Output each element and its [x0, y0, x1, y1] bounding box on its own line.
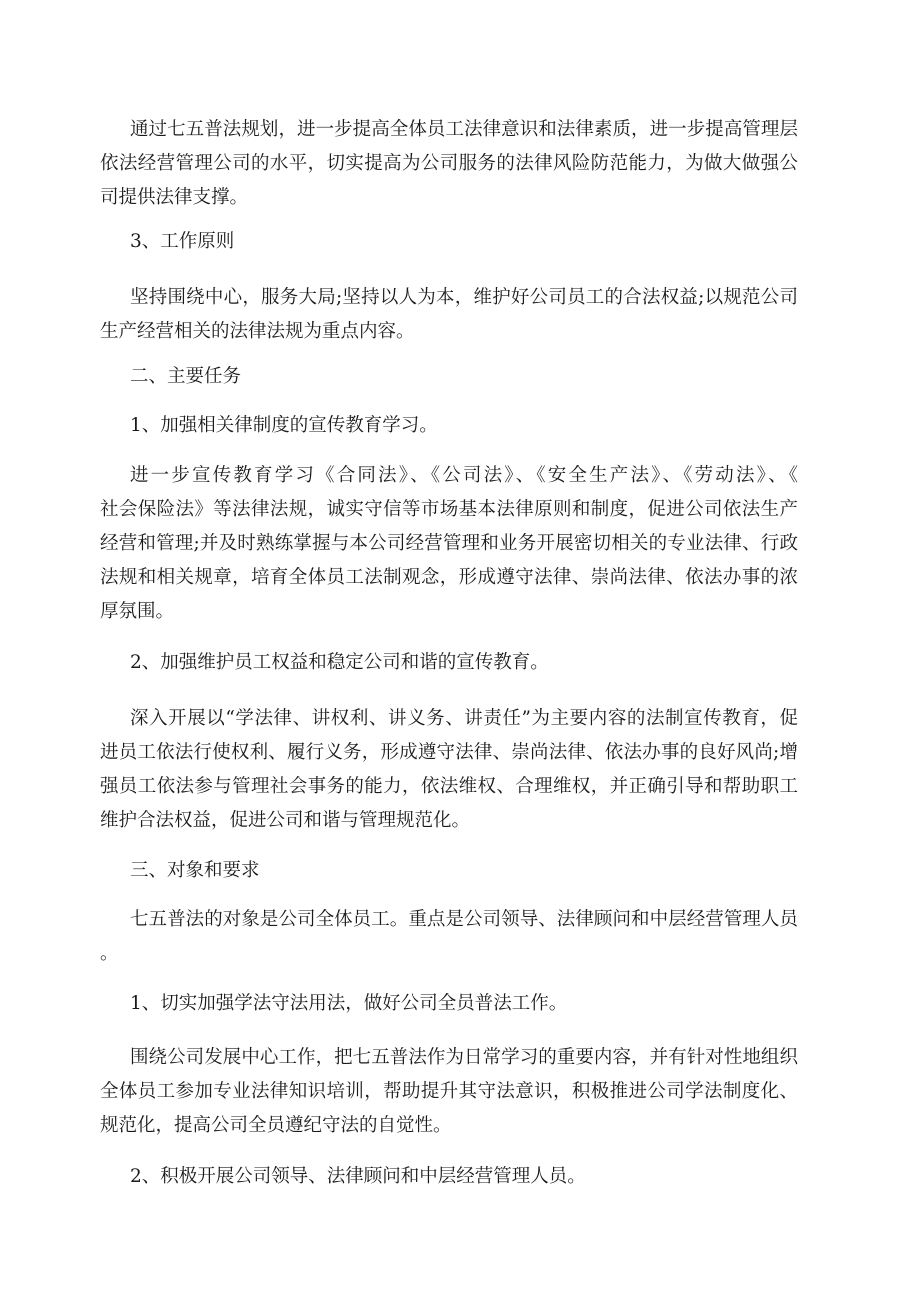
- text-line: 全体员工参加专业法律知识培训，帮助提升其守法意识，积极推进公司学法制度化、: [100, 1081, 798, 1102]
- text-line: 维护合法权益，促进公司和谐与管理规范化。: [100, 810, 471, 831]
- subsection-heading-task-1: [130, 409, 800, 443]
- paragraph-requirement-1-body: [100, 1041, 798, 1143]
- text-line: 围绕公司发展中心工作，把七五普法作为日常学习的重要内容，并有针对性地组织: [130, 1047, 798, 1068]
- text-line: 进员工依法行使权利、履行义务，形成遵守法律、崇尚法律、依法办事的良好风尚;增: [100, 742, 798, 763]
- text-line: 依法经营管理公司的水平，切实提高为公司服务的法律风险防范能力，为做大做强公: [100, 153, 798, 174]
- heading-text: 三、对象和要求: [130, 860, 260, 881]
- heading-text: 1、切实加强学法守法用法，做好公司全员普法工作。: [130, 993, 568, 1014]
- text-line: 通过七五普法规划，进一步提高全体员工法律意识和法律素质，进一步提高管理层: [130, 119, 798, 140]
- section-heading-targets-requirements: [130, 854, 800, 888]
- text-line: 深入开展以“学法律、讲权利、讲义务、讲责任”为主要内容的法制宣传教育，促: [130, 708, 798, 729]
- text-line: 社会保险法》等法律法规，诚实守信等市场基本法律原则和制度，促进公司依法生产: [100, 499, 798, 520]
- section-heading-main-tasks: [130, 360, 800, 394]
- text-line: 强员工依法参与管理社会事务的能力，依法维权、合理维权，并正确引导和帮助职工: [100, 776, 798, 797]
- text-line: 。: [100, 943, 119, 964]
- paragraph-purpose: [100, 113, 798, 215]
- text-line: 七五普法的对象是公司全体员工。重点是公司领导、法律顾问和中层经营管理人员: [130, 909, 798, 930]
- section-heading-work-principles: [130, 225, 800, 259]
- paragraph-task-1-body: [100, 459, 798, 629]
- subsection-heading-task-2: [130, 646, 800, 680]
- text-line: 法规和相关规章，培育全体员工法制观念，形成遵守法律、崇尚法律、依法办事的浓: [100, 567, 798, 588]
- subsection-heading-requirement-1: [130, 987, 800, 1021]
- text-line: 进一步宣传教育学习《合同法》、《公司法》、《安全生产法》、《劳动法》、《: [130, 465, 798, 486]
- text-line: 生产经营相关的法律法规为重点内容。: [100, 321, 415, 342]
- heading-text: 2、积极开展公司领导、法律顾问和中层经营管理人员。: [130, 1166, 586, 1187]
- text-line: 司提供法律支撑。: [100, 187, 249, 208]
- text-line: 规范化，提高公司全员遵纪守法的自觉性。: [100, 1115, 452, 1136]
- paragraph-targets-body: [100, 903, 798, 971]
- paragraph-task-2-body: [100, 702, 798, 838]
- heading-text: 二、主要任务: [130, 366, 242, 387]
- text-line: 厚氛围。: [100, 601, 175, 622]
- text-line: 坚持围绕中心，服务大局;坚持以人为本，维护好公司员工的合法权益;以规范公司: [130, 287, 798, 308]
- heading-text: 3、工作原则: [130, 231, 235, 252]
- paragraph-principles: [100, 281, 798, 349]
- heading-text: 1、加强相关律制度的宣传教育学习。: [130, 415, 438, 436]
- subsection-heading-requirement-2: [130, 1160, 800, 1194]
- heading-text: 2、加强维护员工权益和稳定公司和谐的宣传教育。: [130, 652, 549, 673]
- text-line: 经营和管理;并及时熟练掌握与本公司经营管理和业务开展密切相关的专业法律、行政: [100, 533, 798, 554]
